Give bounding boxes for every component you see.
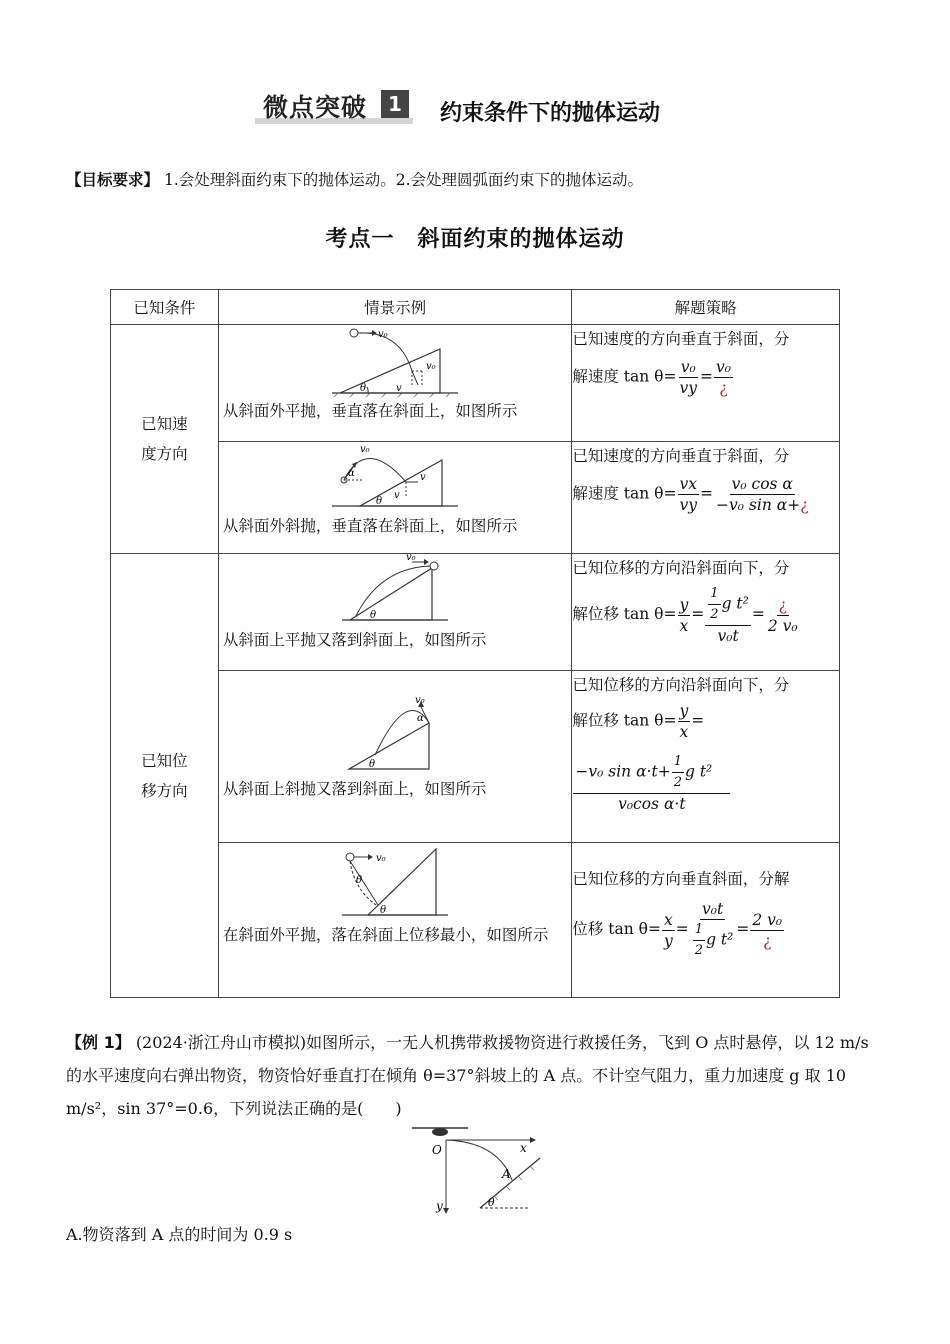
fraction: $\frac{\text{2 v₀}}{¿}$ xyxy=(752,910,783,950)
table-header-row xyxy=(111,290,840,325)
svg-text:θ: θ xyxy=(380,905,387,916)
strategy-cell xyxy=(572,442,840,554)
strategy-formula: 解速度 tan θ= $\frac{vx}{vy}$ = $\frac{\text{v₀ cos α}}{\text{−v₀ sin α+¿}}$ xyxy=(572,475,809,514)
strategy-formula: 位移 tan θ= $\frac{x}{y}$ = v₀t $\frac{1}{2}$ g t² = $\frac{\text{2 v₀}}{¿}$ xyxy=(572,899,839,961)
scene-caption: 从斜面上平抛又落到斜面上，如图所示 xyxy=(222,631,487,649)
svg-text:v₀: v₀ xyxy=(426,361,436,372)
example-text: (2024·浙江舟山市模拟)如图所示，一无人机携带救援物资进行救援任务，飞到 O 点时悬停，以 12 m/s 的水平速度向右弹出物资，物资恰好垂直打在倾角 θ=37°斜坡上的 A 点。不计空气阻力，重力加速度 g 取 10 m/s²，sin 37°=0.6，下列说法正确的是( ) xyxy=(66,1033,869,1118)
goal-line xyxy=(66,168,643,190)
goal-label: 【目标要求】 xyxy=(66,171,160,189)
strategy-text: 已知位移的方向垂直斜面，分解 xyxy=(572,870,790,888)
svg-text:v₀: v₀ xyxy=(415,695,425,706)
svg-text:A: A xyxy=(502,1167,511,1181)
svg-text:α: α xyxy=(348,468,355,479)
strategy-text: 已知速度的方向垂直于斜面，分 xyxy=(572,447,790,465)
example-diagram xyxy=(408,1122,548,1214)
strategy-cell xyxy=(572,843,840,998)
svg-text:v: v xyxy=(394,490,400,501)
condition-velocity xyxy=(111,325,219,554)
header-condition: 已知条件 xyxy=(111,290,219,325)
diagram-oblique-throw-on-slope xyxy=(345,695,445,775)
scene-caption: 在斜面外平抛，落在斜面上位移最小，如图所示 xyxy=(222,926,549,944)
table-row xyxy=(111,442,840,554)
section-title: 考点一 斜面约束的抛体运动 xyxy=(325,227,625,252)
strategy-formula: 解位移 tan θ= $\frac{y}{x}$ = xyxy=(572,702,705,741)
fraction: $\frac{vx}{vy}$ xyxy=(679,475,698,514)
strategy-formula: 解位移 tan θ= $\frac{y}{x}$ = $\frac{1}{2}$ g t² v₀t = $\frac{¿}{\text{2 v₀}}$ xyxy=(572,586,798,645)
badge-text: 微点突破 xyxy=(263,93,368,122)
strategy-formula-2 xyxy=(572,752,839,814)
svg-text:x: x xyxy=(520,1141,527,1155)
scene-caption: 从斜面上斜抛又落到斜面上，如图所示 xyxy=(222,780,487,798)
scene-cell xyxy=(218,442,572,554)
strategy-text: 已知速度的方向垂直于斜面，分 xyxy=(572,330,790,348)
diagram-horizontal-throw-perpendicular xyxy=(330,325,460,397)
strategy-cell xyxy=(572,325,840,442)
svg-text:O: O xyxy=(432,1143,442,1157)
condition-velocity-text: 已知速 度方向 xyxy=(141,415,188,463)
fraction: $\frac{\text{v₀}}{vy}$ xyxy=(679,358,698,397)
condition-displacement-text: 已知位 移方向 xyxy=(141,751,188,800)
svg-text:θ: θ xyxy=(356,875,363,886)
section-badge xyxy=(255,88,413,122)
scene-cell xyxy=(218,554,572,671)
strategy-cell xyxy=(572,671,840,843)
fraction: $\frac{y}{x}$ xyxy=(679,595,689,635)
svg-text:v: v xyxy=(420,472,426,483)
table-row xyxy=(111,554,840,671)
method-table xyxy=(110,289,840,998)
fraction: $\frac{\text{v₀}}{¿}$ xyxy=(716,358,732,397)
fraction: $\frac{¿}{\text{2 v₀}}$ xyxy=(767,595,798,635)
fraction: $\frac{x}{y}$ xyxy=(664,910,673,950)
strategy-text: 已知位移的方向沿斜面向下，分 xyxy=(572,559,790,577)
fraction: $\frac{\text{v₀ cos α}}{\text{−v₀ sin α+¿}}$ xyxy=(716,475,809,514)
condition-displacement xyxy=(111,554,219,998)
goal-text: 1.会处理斜面约束下的抛体运动。2.会处理圆弧面约束下的抛体运动。 xyxy=(163,171,644,189)
strategy-formula: 解速度 tan θ= $\frac{\text{v₀}}{vy}$ = $\frac{\text{v₀}}{¿}$ xyxy=(572,358,732,397)
page-title: 约束条件下的抛体运动 xyxy=(440,101,661,126)
table-row xyxy=(111,325,840,442)
scene-caption: 从斜面外平抛，垂直落在斜面上，如图所示 xyxy=(222,402,518,420)
scene-caption: 从斜面外斜抛，垂直落在斜面上，如图所示 xyxy=(222,517,518,535)
svg-text:θ: θ xyxy=(369,759,376,770)
fraction: −v₀ sin α·t+ $\frac{1}{2}$ g t² v₀cos α·t xyxy=(573,752,730,814)
diagram-oblique-throw-perpendicular xyxy=(330,442,460,512)
svg-text:v₀: v₀ xyxy=(406,554,416,563)
example-1 xyxy=(66,1026,886,1125)
scene-cell xyxy=(218,325,572,442)
badge-number: 1 xyxy=(381,90,409,118)
scene-cell xyxy=(218,671,572,843)
table-row xyxy=(111,843,840,998)
svg-text:α: α xyxy=(417,713,424,724)
svg-text:θ: θ xyxy=(488,1196,495,1209)
diagram-min-displacement xyxy=(340,843,450,921)
drone-icon xyxy=(432,1128,448,1136)
svg-text:v₀: v₀ xyxy=(376,853,386,864)
table-row xyxy=(111,671,840,843)
svg-text:θ: θ xyxy=(370,610,377,621)
fraction: $\frac{y}{x}$ xyxy=(679,702,689,741)
strategy-cell xyxy=(572,554,840,671)
fraction: v₀t $\frac{1}{2}$ g t² xyxy=(694,900,734,958)
diagram-horizontal-throw-on-slope xyxy=(340,554,450,626)
header-scene: 情景示例 xyxy=(218,290,572,325)
example-label: 【例 1】 xyxy=(66,1033,131,1052)
label-theta: θ xyxy=(360,383,367,394)
header-strategy: 解题策略 xyxy=(572,290,840,325)
svg-text:y: y xyxy=(436,1199,443,1213)
strategy-text: 已知位移的方向沿斜面向下，分 xyxy=(572,676,790,694)
svg-text:θ: θ xyxy=(376,496,383,507)
label-v0: v₀ xyxy=(378,329,388,340)
svg-text:v₀: v₀ xyxy=(360,444,370,455)
scene-cell xyxy=(218,843,572,998)
svg-text:v: v xyxy=(396,383,402,394)
option-a[interactable]: A.物资落到 A 点的时间为 0.9 s xyxy=(66,1225,293,1244)
fraction: $\frac{1}{2}$ g t² v₀t xyxy=(705,584,751,646)
